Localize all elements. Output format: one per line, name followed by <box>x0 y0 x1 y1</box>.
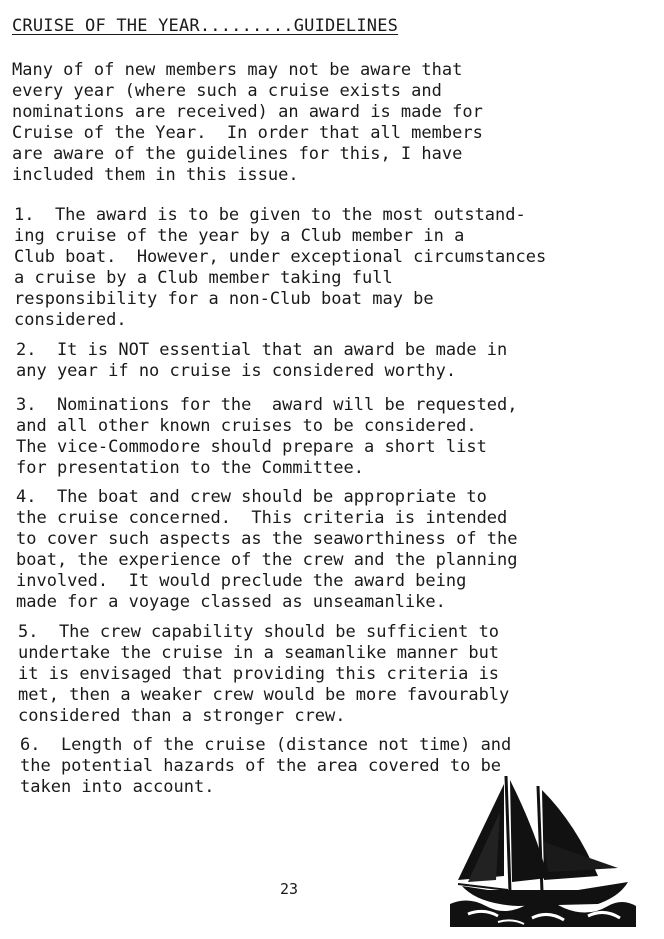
guideline-item-4: 4. The boat and crew should be appropriate to the cruise concerned. This criteria is intended to cover such aspects as the seaworthiness of the boat, the experience of the crew and the planning involved. It would preclude the award being made for a voyage classed as unseamanlike. <box>16 487 518 612</box>
guideline-item-1: 1. The award is to be given to the most outstand- ing cruise of the year by a Club member in a Club boat. However, under exceptional circumstances a cruise by a Club member taking full responsibility for a non-Club boat may be considered. <box>14 205 547 330</box>
page-heading: CRUISE OF THE YEAR.........GUIDELINES <box>12 16 399 36</box>
guideline-item-2: 2. It is NOT essential that an award be made in any year if no cruise is considered worthy. <box>16 340 508 381</box>
sailing-ship-icon <box>448 772 638 927</box>
page-number: 23 <box>280 880 299 898</box>
guideline-item-5: 5. The crew capability should be sufficient to undertake the cruise in a seamanlike manner but it is envisaged that providing this criteria is met, then a weaker crew would be more favourably considered than a stronger crew. <box>18 622 510 726</box>
intro-paragraph: Many of of new members may not be aware that every year (where such a cruise exists and nominations are received) an award is made for Cruise of the Year. In order that all members are aware of the guidelines for this, I have included them in this issue. <box>12 60 483 185</box>
guideline-item-3: 3. Nominations for the award will be requested, and all other known cruises to be considered. The vice-Commodore should prepare a short list for presentation to the Committee. <box>16 395 518 478</box>
guideline-item-6: 6. Length of the cruise (distance not time) and the potential hazards of the area covered to be taken into account. <box>20 735 512 797</box>
